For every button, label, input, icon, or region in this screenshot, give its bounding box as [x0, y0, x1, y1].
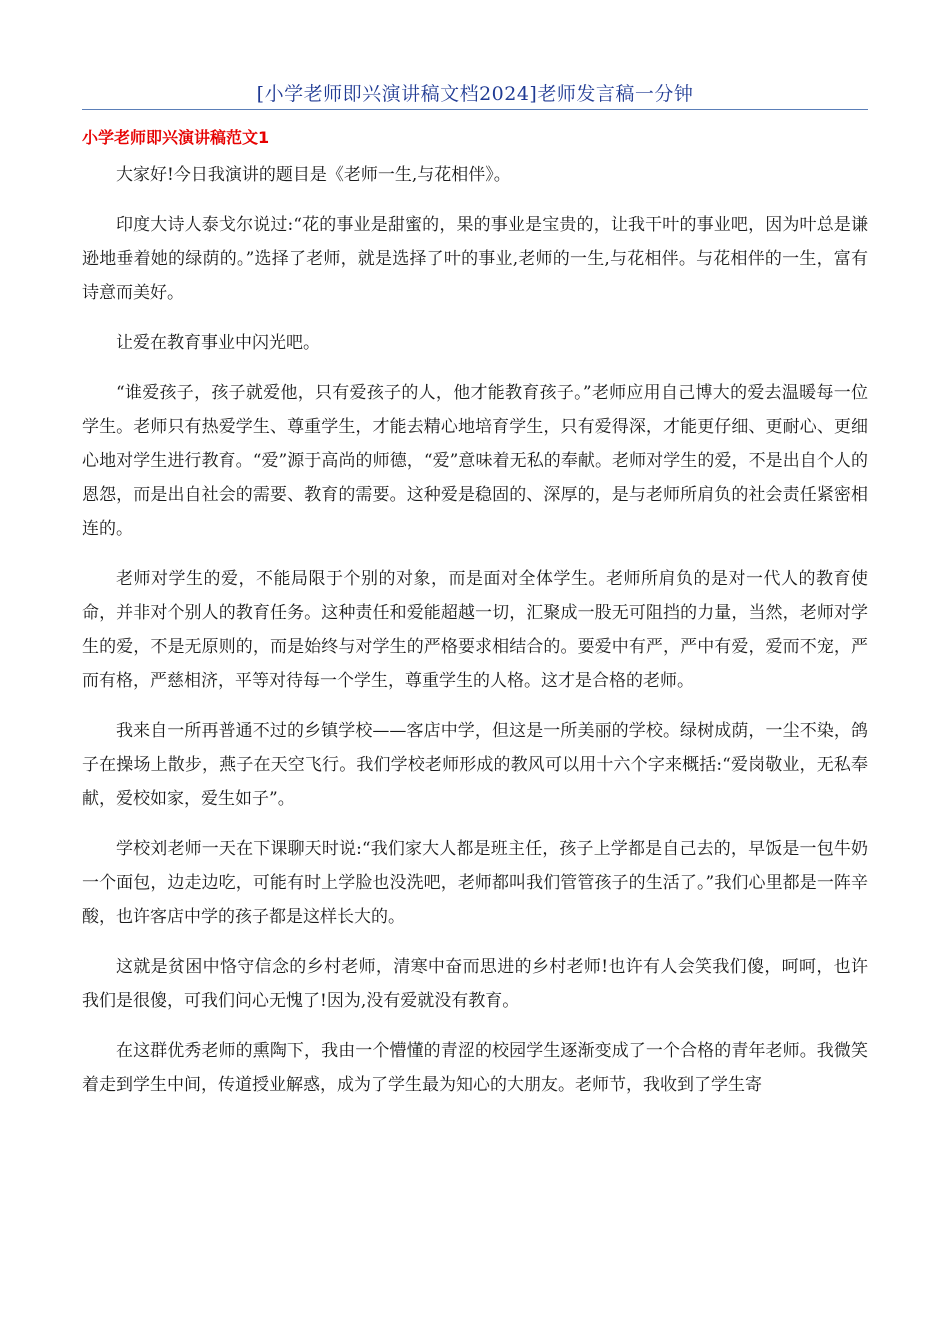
paragraph: 老师对学生的爱，不能局限于个别的对象，而是面对全体学生。老师所肩负的是对一代人的教育使命，并非对个别人的教育任务。这种责任和爱能超越一切，汇聚成一股无可阻挡的力量，当然，老师对学生的爱，不是无原则的，而是始终与对学生的严格要求相结合的。要爱中有严，严中有爱，爱而不宠，严而有格，严慈相济，平等对待每一个学生，尊重学生的人格。这才是合格的老师。: [82, 569, 868, 691]
paragraph: 这就是贫困中恪守信念的乡村老师，清寒中奋而思进的乡村老师!也许有人会笑我们傻，呵呵，也许我们是很傻，可我们问心无愧了!因为,没有爱就没有教育。: [82, 957, 868, 1011]
paragraph: 在这群优秀老师的熏陶下，我由一个懵懂的青涩的校园学生逐渐变成了一个合格的青年老师。我微笑着走到学生中间，传道授业解惑，成为了学生最为知心的大朋友。老师节，我收到了学生寄: [82, 1041, 868, 1095]
paragraph: “谁爱孩子，孩子就爱他，只有爱孩子的人，他才能教育孩子。”老师应用自己博大的爱去温暖每一位学生。老师只有热爱学生、尊重学生，才能去精心地培育学生，只有爱得深，才能更仔细、更耐心、更细心地对学生进行教育。“爱”源于高尚的师德，“爱”意味着无私的奉献。老师对学生的爱，不是出自个人的恩怨，而是出自社会的需要、教育的需要。这种爱是稳固的、深厚的，是与老师所肩负的社会责任紧密相连的。: [82, 383, 868, 539]
paragraph: 我来自一所再普通不过的乡镇学校——客店中学，但这是一所美丽的学校。绿树成荫，一尘不染，鸽子在操场上散步，燕子在天空飞行。我们学校老师形成的教风可以用十六个字来概括:“爱岗敬业，无私奉献，爱校如家，爱生如子”。: [82, 721, 868, 809]
header-divider: [82, 109, 868, 110]
paragraph: 印度大诗人泰戈尔说过:“花的事业是甜蜜的，果的事业是宝贵的，让我干叶的事业吧，因为叶总是谦逊地垂着她的绿荫的。”选择了老师，就是选择了叶的事业,老师的一生,与花相伴。与花相伴的一生，富有诗意而美好。: [82, 215, 868, 303]
paragraph: 大家好!今日我演讲的题目是《老师一生,与花相伴》。: [116, 165, 511, 185]
paragraph: 让爱在教育事业中闪光吧。: [116, 333, 320, 353]
paragraph: 学校刘老师一天在下课聊天时说:“我们家大人都是班主任，孩子上学都是自己去的，早饭是一包牛奶一个面包，边走边吃，可能有时上学脸也没洗吧，老师都叫我们管管孩子的生活了。”我们心里都是一阵辛酸，也许客店中学的孩子都是这样长大的。: [82, 839, 868, 927]
page-header-title: [小学老师即兴演讲稿文档2024]老师发言稿一分钟: [256, 83, 694, 105]
section-heading: 小学老师即兴演讲稿范文1: [82, 128, 270, 147]
body-text: [82, 158, 868, 1118]
